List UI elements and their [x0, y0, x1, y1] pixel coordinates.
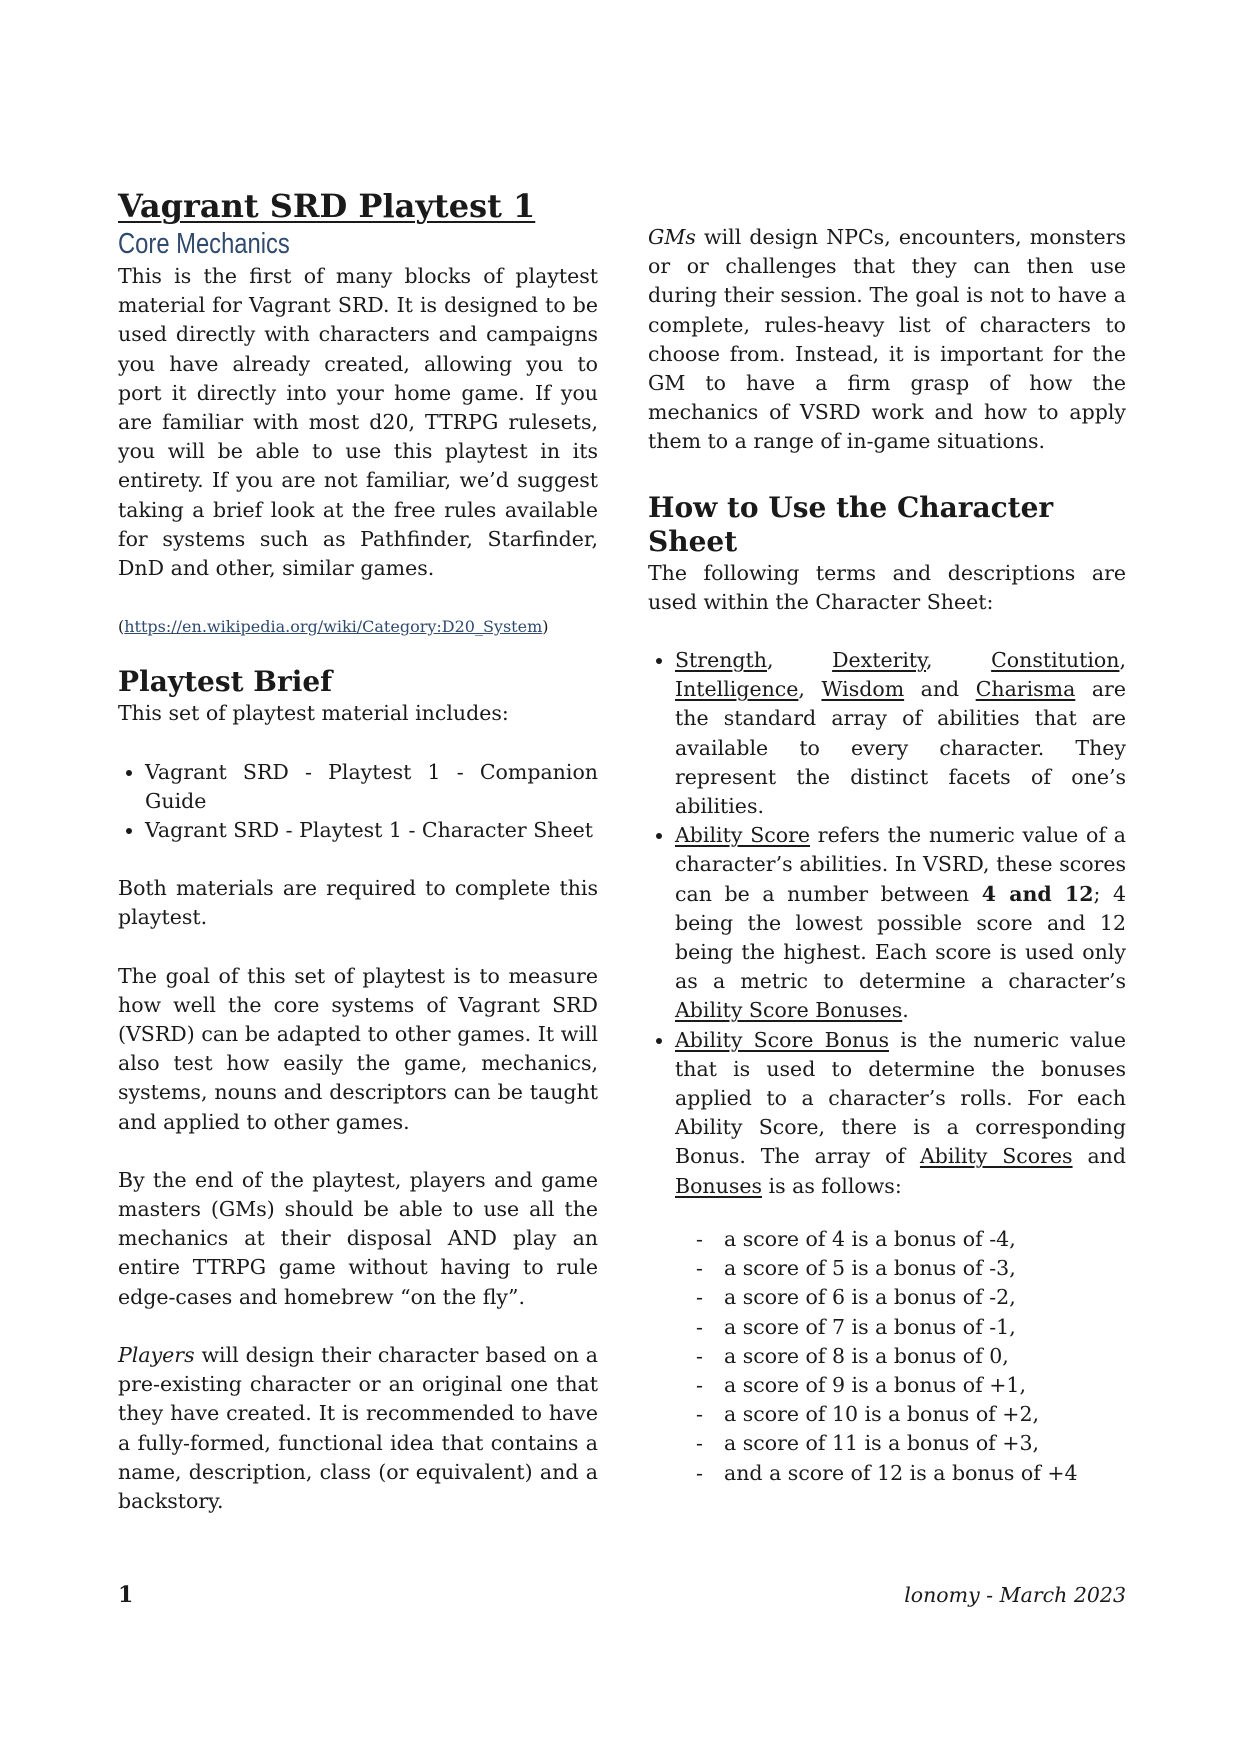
- list-item: • Vagrant SRD - Playtest 1 - Character Sheet: [145, 816, 598, 845]
- list-item-abilities: • Strength, Dexterity, Constitution, Intelligence, Wisdom and Charisma are the standard array of abilities that are available to every character. They represent the distinct facets of one’s abilities.: [675, 646, 1126, 821]
- required-paragraph: Both materials are required to complete this playtest.: [118, 876, 598, 930]
- reference-link-line: (https://en.wikipedia.org/wiki/Category:D20_System): [118, 617, 549, 637]
- score-bonus-list: [648, 1225, 1126, 1488]
- list-item: - and a score of 12 is a bonus of +4: [696, 1459, 1126, 1488]
- brief-intro: This set of playtest material includes:: [118, 701, 509, 726]
- list-item: - a score of 7 is a bonus of -1,: [696, 1313, 1126, 1342]
- end-paragraph: By the end of the playtest, players and game masters (GMs) should be able to use all the mechanics at their disposal AND play an entire TTRPG game without having to rule edge-cases and homebrew “on the fly”.: [118, 1167, 598, 1309]
- list-item: - a score of 9 is a bonus of +1,: [696, 1371, 1126, 1400]
- left-column: [118, 186, 598, 1516]
- list-item: - a score of 5 is a bonus of -3,: [696, 1254, 1126, 1283]
- gms-paragraph: GMs will design NPCs, encounters, monsters or or challenges that they can then use during their session. The goal is not to have a complete, rules-heavy list of characters to choose from. Instead, it is important for the GM to have a firm grasp of how the mechanics of VSRD work and how to apply them to a range of in-game situations.: [648, 225, 1126, 454]
- wikipedia-link[interactable]: https://en.wikipedia.org/wiki/Category:D20_System: [124, 617, 543, 637]
- list-item: - a score of 10 is a bonus of +2,: [696, 1400, 1126, 1429]
- section-subtitle: Core Mechanics: [118, 228, 290, 260]
- brief-heading: Playtest Brief: [118, 665, 333, 699]
- list-item: - a score of 11 is a bonus of +3,: [696, 1429, 1126, 1458]
- list-item-ability-score-bonus: • Ability Score Bonus is the numeric value that is used to determine the bonuses applied to a character’s rolls. For each Ability Score, there is a corresponding Bonus. The array of Ability Scores and Bonuses is as follows:: [675, 1026, 1126, 1201]
- goal-paragraph: The goal of this set of playtest is to measure how well the core systems of Vagrant SRD (VSRD) can be adapted to other games. It will also test how easily the game, mechanics, systems, nouns and descriptors can be taught and applied to other games.: [118, 963, 598, 1134]
- materials-list: [118, 758, 598, 846]
- list-item: - a score of 4 is a bonus of -4,: [696, 1225, 1126, 1254]
- terms-list: [648, 646, 1126, 1201]
- right-column: [648, 223, 1126, 1488]
- sheet-intro: The following terms and descriptions are used within the Character Sheet:: [648, 560, 1126, 614]
- list-item-ability-score: • Ability Score refers the numeric value of a character’s abilities. In VSRD, these scores can be a number between 4 and 12; 4 being the lowest possible score and 12 being the highest. Each score is used only as a metric to determine a character’s Ability Score Bonuses.: [675, 821, 1126, 1025]
- gms-label: GMs: [648, 225, 696, 249]
- document-title: Vagrant SRD Playtest 1: [118, 187, 536, 225]
- players-label: Players: [118, 1342, 195, 1367]
- sheet-heading: How to Use the Character Sheet: [648, 490, 1054, 558]
- intro-paragraph: This is the first of many blocks of playtest material for Vagrant SRD. It is designed to be used directly with characters and campaigns you have already created, allowing you to port it directly into your home game. If you are familiar with most d20, TTRPG rulesets, you will be able to use this playtest in its entirety. If you are not familiar, we’d suggest taking a brief look at the free rules available for systems such as Pathfinder, Starfinder, DnD and other, similar games.: [118, 264, 598, 581]
- footer-credit: lonomy - March 2023: [904, 1583, 1126, 1607]
- page-number: 1: [118, 1582, 134, 1608]
- list-item: • Vagrant SRD - Playtest 1 - Companion Guide: [145, 758, 598, 816]
- players-paragraph: Players will design their character based on a pre-existing character or an original one that they have created. It is recommended to have a fully-formed, functional idea that contains a name, description, class (or equivalent) and a backstory.: [118, 1342, 598, 1513]
- list-item: - a score of 8 is a bonus of 0,: [696, 1342, 1126, 1371]
- list-item: - a score of 6 is a bonus of -2,: [696, 1283, 1126, 1312]
